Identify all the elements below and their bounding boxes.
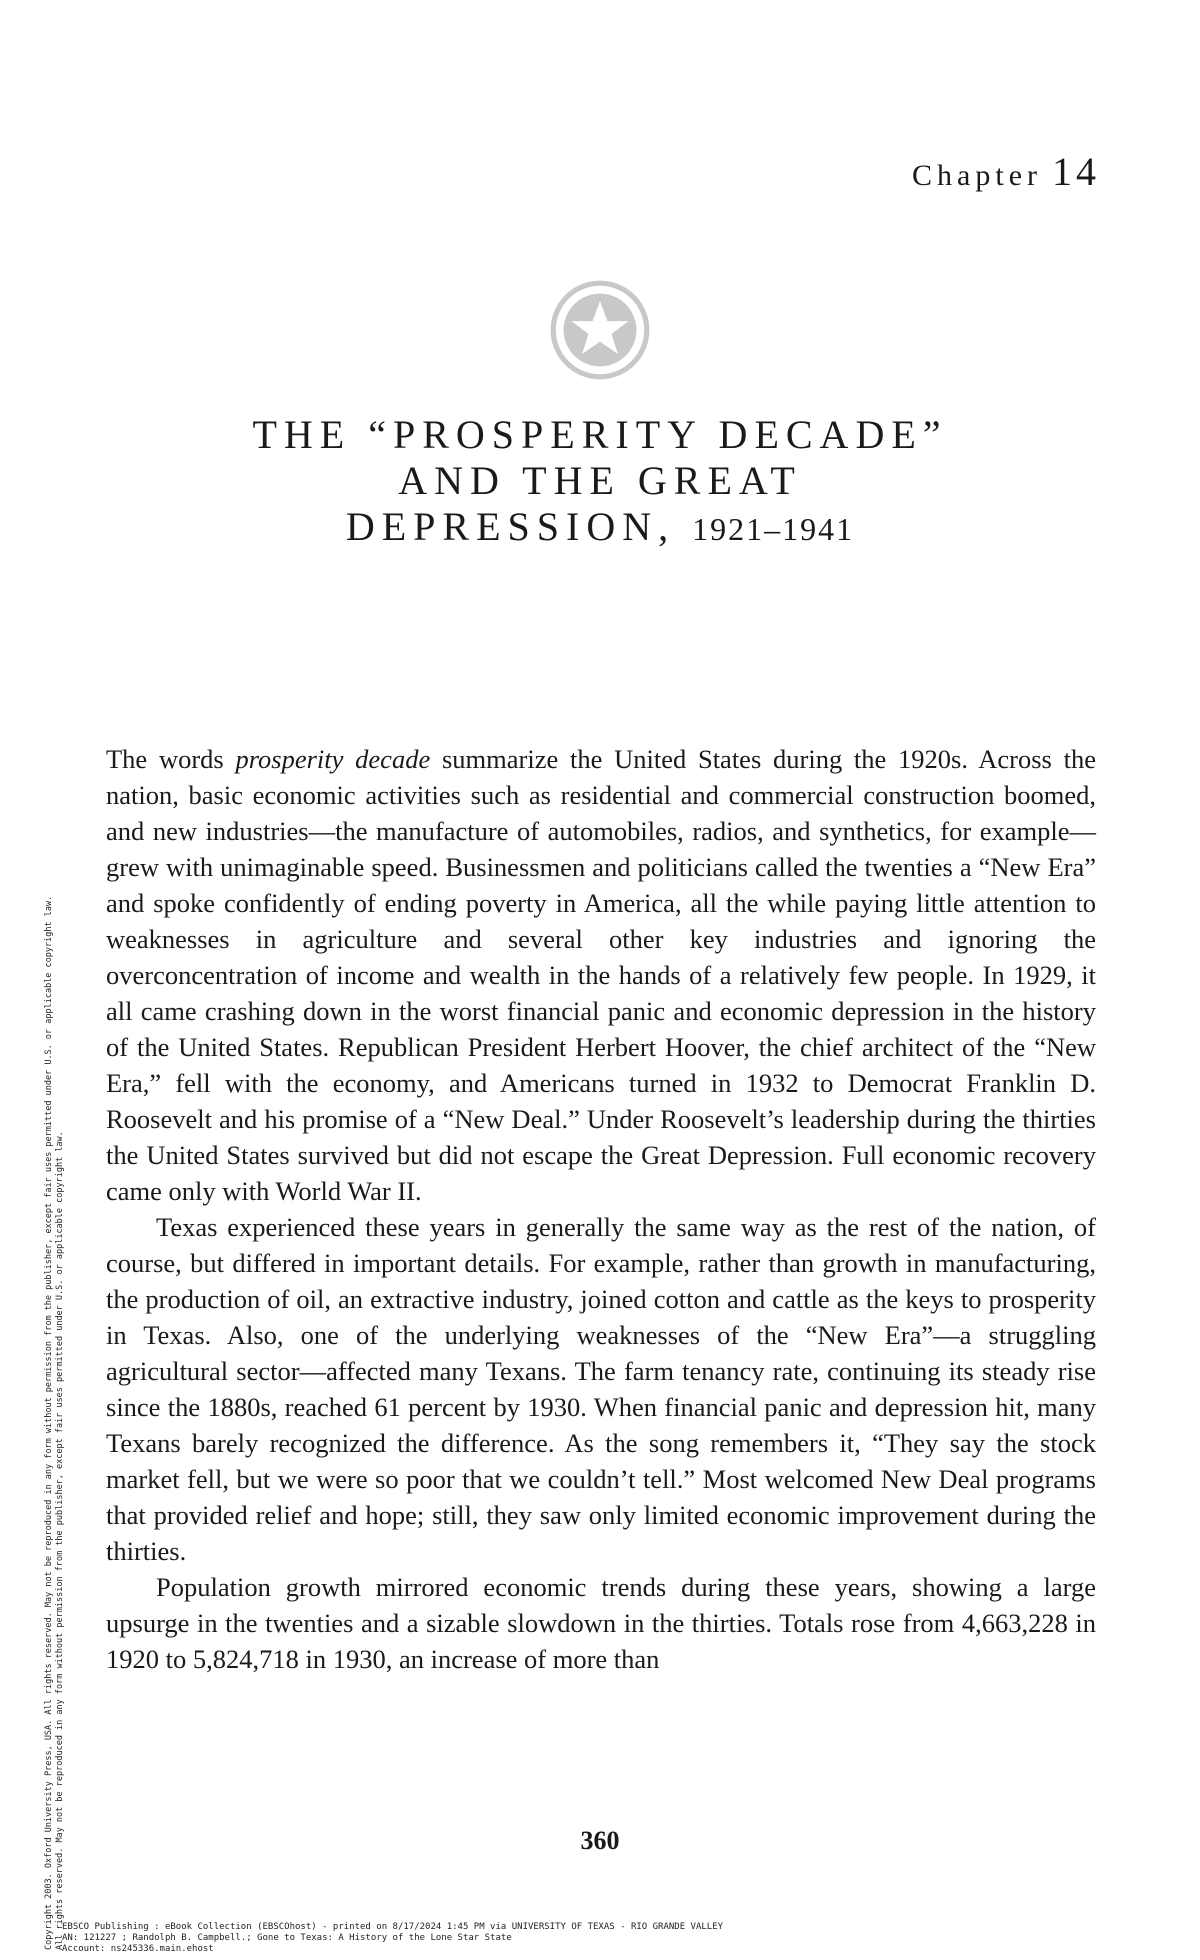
p1-italic-term: prosperity decade xyxy=(235,744,431,774)
copyright-side-notice xyxy=(44,650,66,1950)
title-line-1: THE “PROSPERITY DECADE” xyxy=(252,412,948,457)
chapter-title xyxy=(100,412,1100,552)
title-line-3: DEPRESSION, xyxy=(345,504,676,549)
footer-line-2: AN: 121227 ; Randolph B. Campbell.; Gone to Texas: A History of the Lone Star State xyxy=(62,1933,512,1943)
body-text xyxy=(106,741,1096,1677)
chapter-number: 14 xyxy=(1052,149,1100,194)
page-number: 360 xyxy=(580,1826,620,1855)
side-notice-line-1: Copyright 2003. Oxford University Press, USA. All rights reserved. May not be reproduced in any form without permission from the publisher, except fair uses permitted under U.S. or applicable copyright law. xyxy=(44,895,54,1950)
chapter-label xyxy=(700,148,1100,195)
footer-notice xyxy=(62,1922,1162,1955)
side-notice-line-2: All rights reserved. May not be reproduced in any form without permission from the publisher, except fair uses permitted under U.S. or applicable copyright law. xyxy=(55,1131,65,1950)
paragraph-3: Population growth mirrored economic trends during these years, showing a large upsurge in the twenties and a sizable slowdown in the thirties. Totals rose from 4,663,228 in 1920 to 5,824,718 in 1930, an increase of more than xyxy=(106,1572,1096,1674)
p1-intro: The words xyxy=(106,744,236,774)
paragraph-1 xyxy=(106,741,1096,1209)
chapter-word: Chapter xyxy=(912,159,1042,192)
star-circle-icon xyxy=(548,278,652,382)
p1-rest: summarize the United States during the 1920s. Across the nation, basic economic activities such as residential and commercial construction boomed, and new industries—the manufacture of automobiles, radios, and synthetics, for example—grew with unimaginable speed. Businessmen and politicians called the twenties a “New Era” and spoke confidently of ending poverty in America, all the while paying little attention to weaknesses in agriculture and several other key industries and ignoring the overconcentration of income and wealth in the hands of a relatively few people. In 1929, it all came crashing down in the worst financial panic and economic depression in the history of the United States. Republican President Herbert Hoover, the chief architect of the “New Era,” fell with the economy, and Americans turned in 1932 to Democrat Franklin D. Roosevelt and his promise of a “New Deal.” Under Roosevelt’s leadership during the thirties the United States survived but did not escape the Great Depression. Full economic recovery came only with World War II. xyxy=(106,744,1096,1206)
footer-line-1: EBSCO Publishing : eBook Collection (EBSCOhost) - printed on 8/17/2024 1:45 PM via UNIVERSITY OF TEXAS - RIO GRANDE VALLEY xyxy=(62,1922,724,1932)
footer-line-3: Account: ns245336.main.ehost xyxy=(62,1944,214,1954)
title-line-2: AND THE GREAT xyxy=(398,458,802,503)
paragraph-2: Texas experienced these years in generally the same way as the rest of the nation, of course, but differed in important details. For example, rather than growth in manufacturing, the production of oil, an extractive industry, joined cotton and cattle as the keys to prosperity in Texas. Also, one of the underlying weaknesses of the “New Era”—a struggling agricultural sector—affected many Texans. The farm tenancy rate, continuing its steady rise since the 1880s, reached 61 percent by 1930. When financial panic and depression hit, many Texans barely recognized the difference. As the song remembers it, “They say the stock market fell, but we were so poor that we couldn’t tell.” Most welcomed New Deal programs that provided relief and hope; still, they saw only limited economic improvement during the thirties. xyxy=(106,1212,1096,1566)
title-years: 1921–1941 xyxy=(692,511,855,547)
